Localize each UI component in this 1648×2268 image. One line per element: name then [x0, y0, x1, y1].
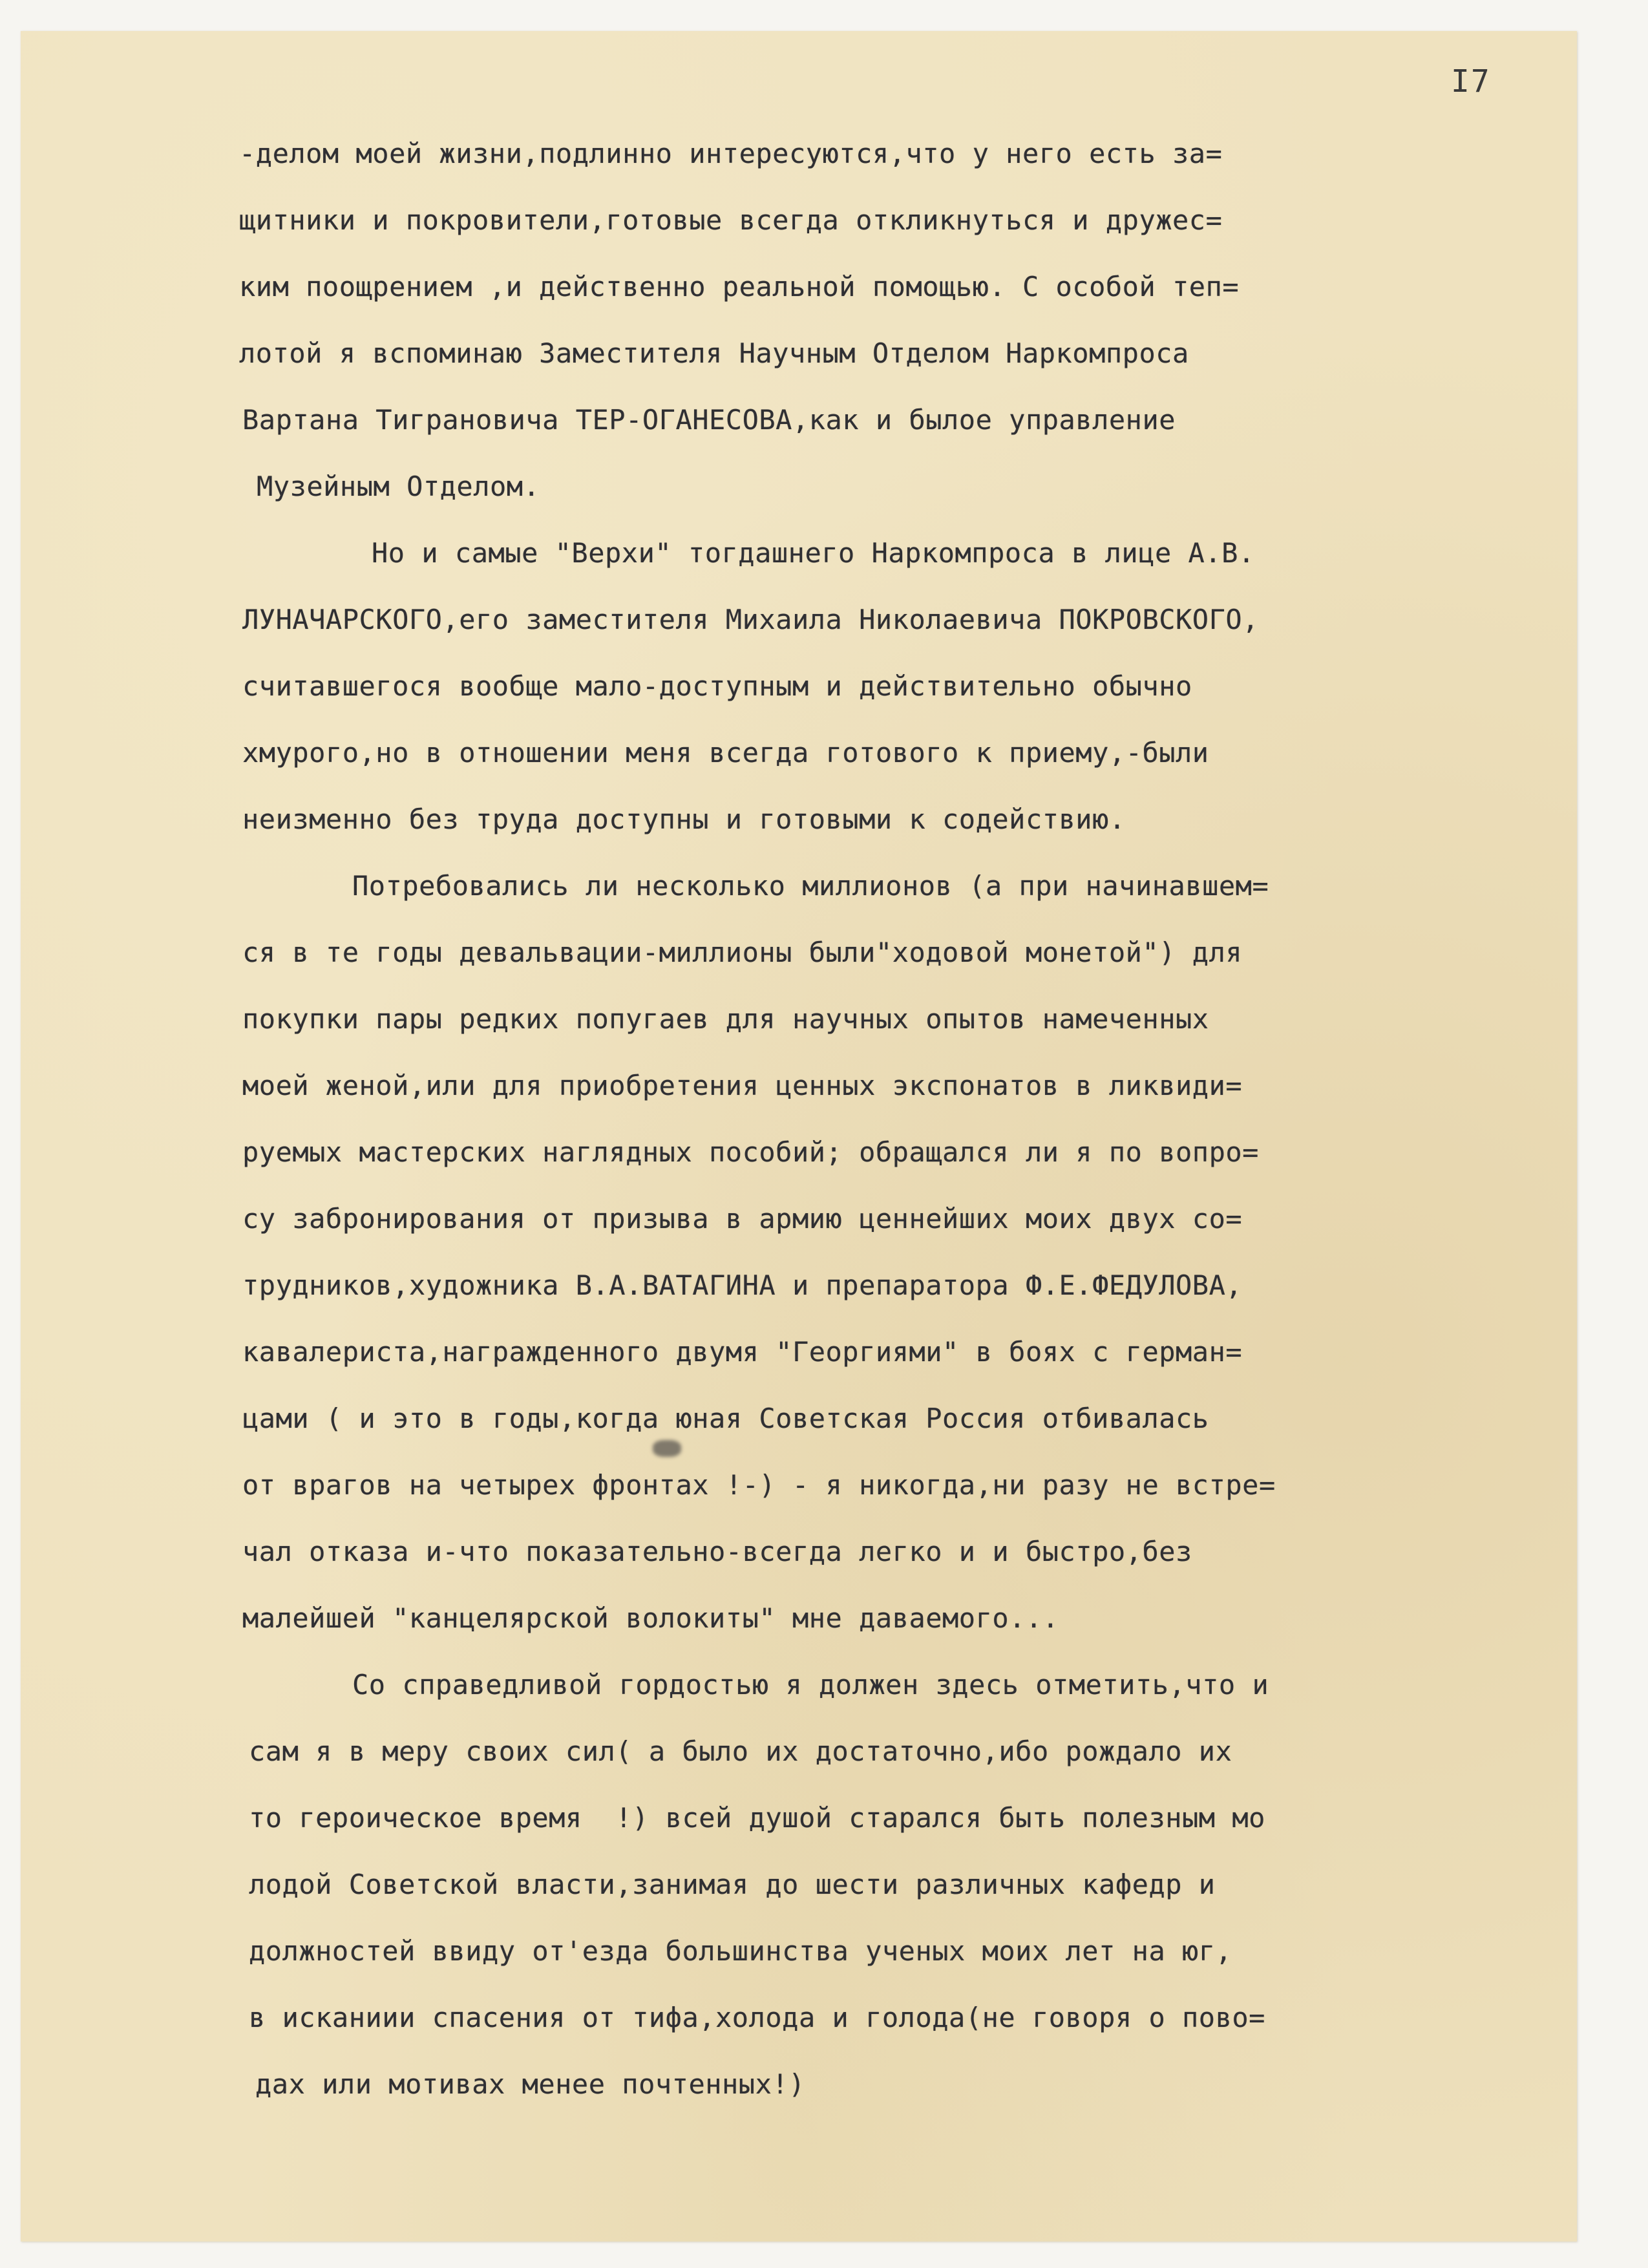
text-line: неизменно без труда доступны и готовыми к содействию.: [242, 803, 1126, 835]
text-line: дах или мотивах менее почтенных!): [255, 2068, 805, 2100]
paragraph-first-line: Со справедливой гордостью я должен здесь отметить,что и: [352, 1669, 1269, 1701]
text-line: моей женой,или для приобретения ценных экспонатов в ликвиди=: [242, 1070, 1243, 1101]
text-line: щитники и покровители,готовые всегда откликнуться и дружес=: [239, 204, 1223, 236]
text-line: Музейным Отделом.: [257, 471, 540, 502]
text-line: кавалериста,награжденного двумя "Георгиями" в боях с герман=: [242, 1336, 1243, 1368]
text-line: хмурого,но в отношении меня всегда готового к приему,-были: [242, 737, 1209, 768]
text-line: то героическое время !) всей душой старался быть полезным мо: [249, 1802, 1265, 1834]
text-line: ся в те годы девальвации-миллионы были"ходовой монетой") для: [242, 937, 1243, 968]
text-line: малейшей "канцелярской волокиты" мне даваемого...: [242, 1602, 1059, 1634]
text-line: сам я в меру своих сил( а было их достаточно,ибо рождало их: [249, 1735, 1232, 1767]
text-line: в исканиии спасения от тифа,холода и голода(не говоря о пово=: [249, 2002, 1265, 2033]
text-line: су забронирования от призыва в армию ценнейших моих двух со=: [242, 1203, 1243, 1235]
ink-smudge: [653, 1440, 681, 1457]
text-line: Вартана Тиграновича ТЕР-ОГАНЕСОВА,как и былое управление: [242, 404, 1176, 436]
paragraph-first-line: Потребовались ли несколько миллионов (а при начинавшем=: [352, 870, 1269, 902]
text-line: лодой Советской власти,занимая до шести различных кафедр и: [249, 1869, 1216, 1900]
text-line: ким поощрением ,и действенно реальной помощью. С особой теп=: [239, 271, 1240, 302]
text-line: должностей ввиду от'езда большинства ученых моих лет на юг,: [249, 1935, 1232, 1967]
text-line: лотой я вспоминаю Заместителя Научным Отделом Наркомпроса: [239, 337, 1189, 369]
text-line: считавшегося вообще мало-доступным и действительно обычно: [242, 670, 1192, 702]
text-line: руемых мастерских наглядных пособий; обращался ли я по вопро=: [242, 1136, 1259, 1168]
text-line: -делом моей жизни,подлинно интересуются,что у него есть за=: [239, 138, 1223, 169]
text-line: цами ( и это в годы,когда юная Советская Россия отбивалась: [242, 1403, 1209, 1434]
page-number: I7: [1451, 63, 1491, 100]
text-line: от врагов на четырех фронтах !-) - я никогда,ни разу не встре=: [242, 1469, 1276, 1501]
text-line: покупки пары редких попугаев для научных опытов намеченных: [242, 1003, 1209, 1035]
paragraph-first-line: Но и самые "Верхи" тогдашнего Наркомпроса в лице А.В.: [372, 537, 1255, 569]
text-line: трудников,художника В.А.ВАТАГИНА и препаратора Ф.Е.ФЕДУЛОВА,: [242, 1269, 1243, 1301]
text-line: ЛУНАЧАРСКОГО,его заместителя Михаила Николаевича ПОКРОВСКОГО,: [242, 604, 1259, 635]
text-line: чал отказа и-что показательно-всегда легко и и быстро,без: [242, 1536, 1192, 1567]
